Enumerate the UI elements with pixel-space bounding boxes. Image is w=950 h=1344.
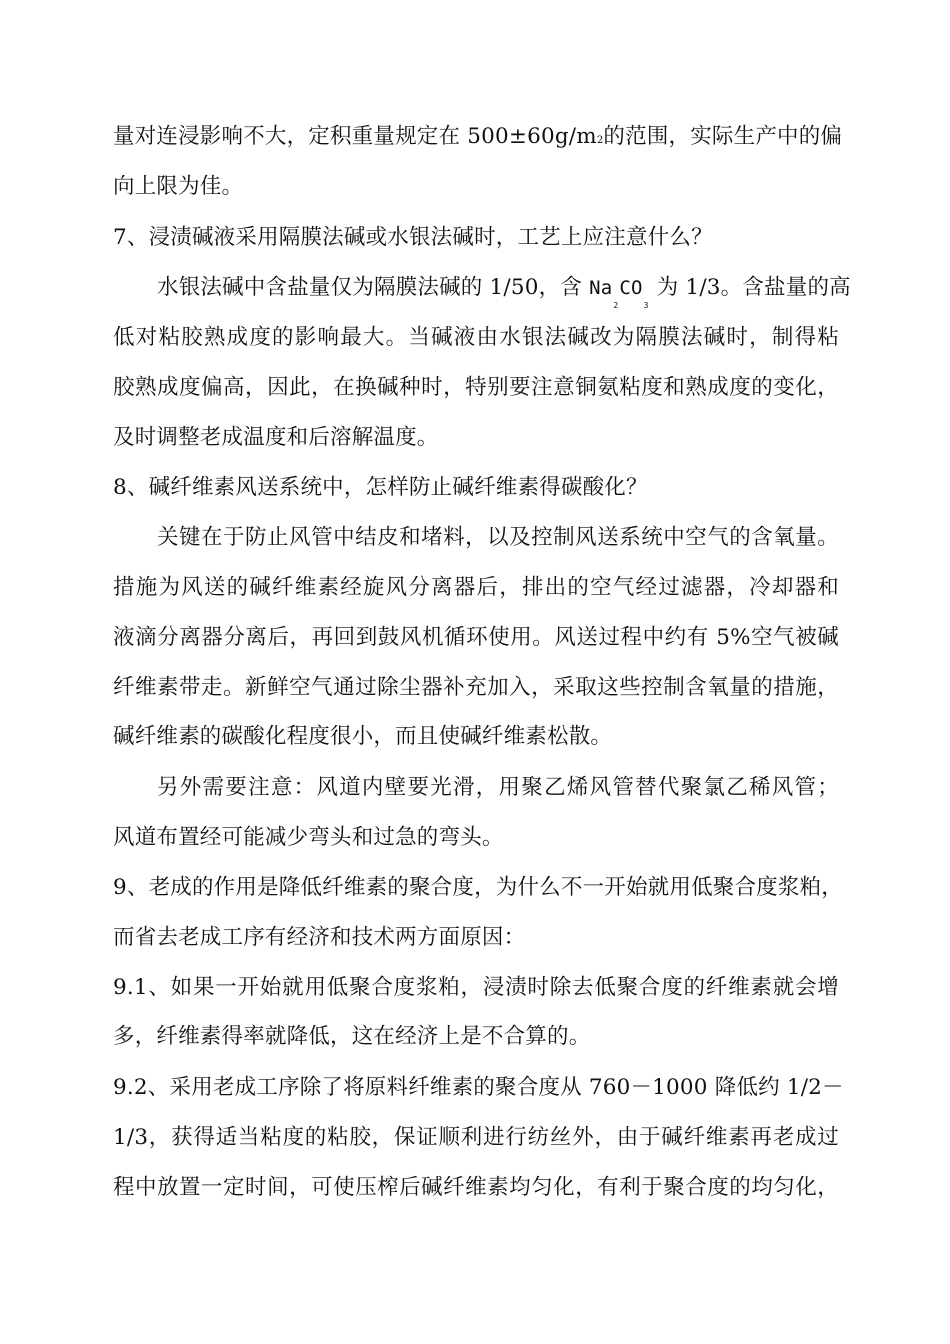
subsection-9-1: 9.1、如果一开始就用低聚合度浆粕，浸渍时除去低聚合度的纤维素就会增	[113, 975, 839, 1000]
paragraph-line: 低对粘胶熟成度的影响最大。当碱液由水银法碱改为隔膜法碱时，制得粘	[113, 325, 839, 350]
question-7-heading: 7、浸渍碱液采用隔膜法碱或水银法碱时，工艺上应注意什么？	[113, 225, 713, 250]
paragraph-line: 及时调整老成温度和后溶解温度。	[113, 425, 439, 450]
paragraph-line: 胶熟成度偏高，因此，在换碱种时，特别要注意铜氨粘度和熟成度的变化，	[113, 375, 839, 400]
paragraph-line: 风道布置经可能减少弯头和过急的弯头。	[113, 825, 504, 850]
paragraph-line: 1/3，获得适当粘度的粘胶，保证顺利进行纺丝外，由于碱纤维素再老成过	[113, 1125, 839, 1150]
paragraph-line: 措施为风送的碱纤维素经旋风分离器后，排出的空气经过滤器，冷却器和	[113, 575, 839, 600]
paragraph-line: 多，纤维素得率就降低，这在经济上是不合算的。	[113, 1024, 591, 1049]
paragraph-line: 向上限为佳。	[113, 174, 244, 199]
paragraph-line: 纤维素带走。新鲜空气通过除尘器补充加入，采取这些控制含氧量的措施，	[113, 675, 839, 700]
paragraph-line: 关键在于防止风管中结皮和堵料，以及控制风送系统中空气的含氧量。	[157, 525, 839, 550]
paragraph-line: 程中放置一定时间，可使压榨后碱纤维素均匀化，有利于聚合度的均匀化，	[113, 1175, 839, 1200]
chemical-formula-na2co3: $Na_2CO_3$	[589, 277, 649, 310]
paragraph-line: 水银法碱中含盐量仅为隔膜法碱的 1/50，含 $Na_2CO_3$ 为 1/3。含盐量的高	[157, 275, 851, 310]
question-9-heading: 9、老成的作用是降低纤维素的聚合度，为什么不一开始就用低聚合度浆粕，	[113, 875, 843, 900]
paragraph-line: 量对连浸影响不大，定积重量规定在 500±60g/m2的范围，实际生产中的偏	[113, 124, 843, 149]
paragraph-line: 液滴分离器分离后，再回到鼓风机循环使用。风送过程中约有 5%空气被碱	[113, 625, 839, 650]
unit-m2: m2	[576, 124, 604, 149]
paragraph-line: 碱纤维素的碳酸化程度很小，而且使碱纤维素松散。	[113, 724, 613, 749]
subsection-9-2: 9.2、采用老成工序除了将原料纤维素的聚合度从 760－1000 降低约 1/2－	[113, 1075, 844, 1100]
question-9-heading: 而省去老成工序有经济和技术两方面原因：	[113, 925, 526, 950]
question-8-heading: 8、碱纤维素风送系统中，怎样防止碱纤维素得碳酸化？	[113, 475, 648, 500]
paragraph-line: 另外需要注意：风道内壁要光滑，用聚乙烯风管替代聚氯乙稀风管；	[157, 775, 839, 800]
